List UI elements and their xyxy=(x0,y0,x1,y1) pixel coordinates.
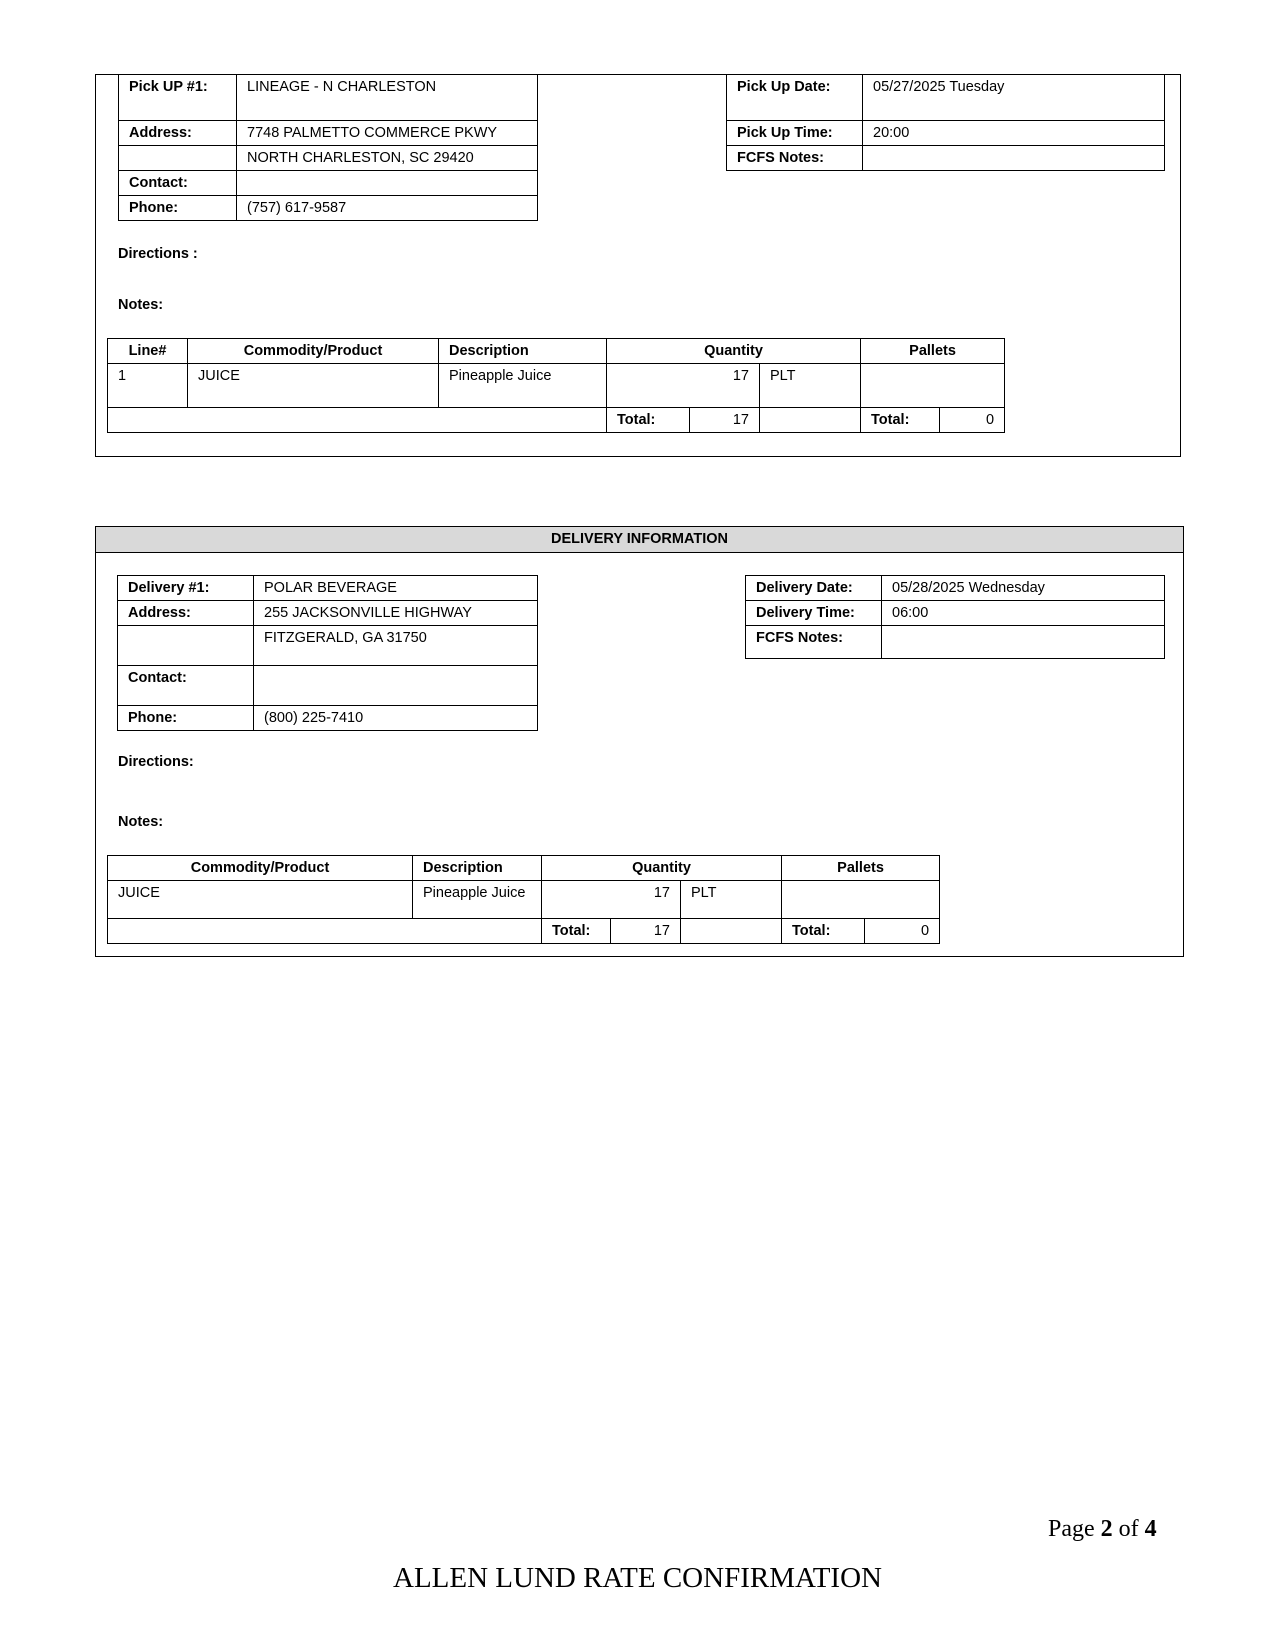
pickup-commodity-table xyxy=(107,338,1005,433)
pickup-row-commodity: JUICE xyxy=(188,364,439,408)
pickup-address-label: Address: xyxy=(119,121,237,146)
pickup-address-blank xyxy=(119,146,237,171)
pickup-address-line1: 7748 PALMETTO COMMERCE PKWY xyxy=(237,121,538,146)
pickup-time-label: Pick Up Time: xyxy=(727,121,863,146)
delivery-qty-total-label: Total: xyxy=(542,919,611,944)
page-number xyxy=(1048,1516,1157,1543)
delivery-col-pallets: Pallets xyxy=(782,856,940,881)
delivery-row-qty: 17 xyxy=(542,881,681,919)
delivery-date-label: Delivery Date: xyxy=(746,576,882,601)
pickup-pallets-total-label: Total: xyxy=(861,408,940,433)
pickup-phone-label: Phone: xyxy=(119,196,237,221)
delivery-time-label: Delivery Time: xyxy=(746,601,882,626)
pickup-total-blank xyxy=(108,408,607,433)
pickup-col-commodity: Commodity/Product xyxy=(188,339,439,364)
pickup-schedule-table xyxy=(726,74,1165,171)
table-row xyxy=(108,364,1005,408)
delivery-col-commodity: Commodity/Product xyxy=(108,856,413,881)
pickup-row-unit: PLT xyxy=(760,364,861,408)
delivery-commodity-table xyxy=(107,855,940,944)
delivery-contact-label: Contact: xyxy=(118,666,254,706)
delivery-row-description: Pineapple Juice xyxy=(413,881,542,919)
delivery-fcfs-label: FCFS Notes: xyxy=(746,626,882,659)
pickup-fcfs-value xyxy=(863,146,1165,171)
pickup-date-value: 05/27/2025 Tuesday xyxy=(863,75,1165,121)
pickup-col-description: Description xyxy=(439,339,607,364)
delivery-contact-value xyxy=(254,666,538,706)
pickup-location-name: LINEAGE - N CHARLESTON xyxy=(237,75,538,121)
delivery-qty-total-blank xyxy=(681,919,782,944)
pickup-pallets-total: 0 xyxy=(940,408,1005,433)
delivery-total-blank xyxy=(108,919,542,944)
delivery-col-quantity: Quantity xyxy=(542,856,782,881)
delivery-pallets-total-label: Total: xyxy=(782,919,865,944)
pickup-contact-label: Contact: xyxy=(119,171,237,196)
table-row xyxy=(108,881,940,919)
delivery-phone-value: (800) 225-7410 xyxy=(254,706,538,731)
delivery-row-unit: PLT xyxy=(681,881,782,919)
delivery-address-label: Address: xyxy=(118,601,254,626)
delivery-row-pallets xyxy=(782,881,940,919)
delivery-section-title: DELIVERY INFORMATION xyxy=(96,527,1183,553)
pickup-time-value: 20:00 xyxy=(863,121,1165,146)
delivery-qty-total: 17 xyxy=(611,919,681,944)
pickup-col-pallets: Pallets xyxy=(861,339,1005,364)
pickup-phone-value: (757) 617-9587 xyxy=(237,196,538,221)
pickup-number-label: Pick UP #1: xyxy=(119,75,237,121)
pickup-row-line: 1 xyxy=(108,364,188,408)
delivery-row-commodity: JUICE xyxy=(108,881,413,919)
page-total: 4 xyxy=(1144,1516,1157,1542)
delivery-fcfs-value xyxy=(882,626,1165,659)
pickup-fcfs-label: FCFS Notes: xyxy=(727,146,863,171)
pickup-directions-label: Directions : xyxy=(118,246,198,262)
delivery-location-table xyxy=(117,575,538,731)
pickup-location-table xyxy=(118,74,538,221)
pickup-row-qty: 17 xyxy=(607,364,760,408)
pickup-qty-total: 17 xyxy=(690,408,760,433)
pickup-row-pallets xyxy=(861,364,1005,408)
delivery-address-line2: FITZGERALD, GA 31750 xyxy=(254,626,538,666)
pickup-contact-value xyxy=(237,171,538,196)
pickup-qty-total-blank xyxy=(760,408,861,433)
pickup-row-description: Pineapple Juice xyxy=(439,364,607,408)
delivery-date-value: 05/28/2025 Wednesday xyxy=(882,576,1165,601)
delivery-col-description: Description xyxy=(413,856,542,881)
pickup-address-line2: NORTH CHARLESTON, SC 29420 xyxy=(237,146,538,171)
delivery-directions-label: Directions: xyxy=(118,754,194,770)
delivery-notes-label: Notes: xyxy=(118,814,164,830)
pickup-col-line: Line# xyxy=(108,339,188,364)
delivery-time-value: 06:00 xyxy=(882,601,1165,626)
pickup-qty-total-label: Total: xyxy=(607,408,690,433)
page-current: 2 xyxy=(1100,1516,1113,1542)
delivery-number-label: Delivery #1: xyxy=(118,576,254,601)
document-title: ALLEN LUND RATE CONFIRMATION xyxy=(393,1562,882,1594)
delivery-phone-label: Phone: xyxy=(118,706,254,731)
delivery-schedule-table xyxy=(745,575,1165,659)
delivery-address-blank xyxy=(118,626,254,666)
page-of: of xyxy=(1112,1516,1145,1542)
pickup-col-quantity: Quantity xyxy=(607,339,861,364)
pickup-notes-label: Notes: xyxy=(118,297,164,313)
delivery-location-name: POLAR BEVERAGE xyxy=(254,576,538,601)
page-prefix: Page xyxy=(1048,1516,1101,1542)
delivery-pallets-total: 0 xyxy=(865,919,940,944)
delivery-address-line1: 255 JACKSONVILLE HIGHWAY xyxy=(254,601,538,626)
pickup-date-label: Pick Up Date: xyxy=(727,75,863,121)
